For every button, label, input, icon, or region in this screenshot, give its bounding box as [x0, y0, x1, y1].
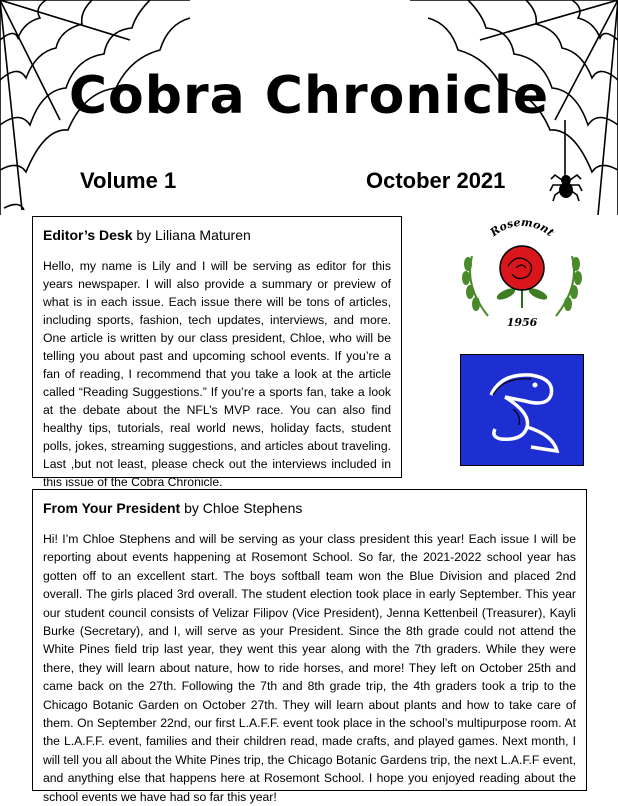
president-title: From Your President [43, 500, 181, 516]
issue-date: October 2021 [366, 168, 506, 193]
masthead [0, 0, 618, 215]
svg-text:Rosemont [487, 216, 557, 240]
editors-desk-heading [43, 227, 391, 243]
rose-logo-year: 1956 [506, 316, 538, 329]
rosemont-rose-logo [458, 216, 586, 338]
president-byline: by Chloe Stephens [184, 500, 303, 516]
cobra-icon [461, 355, 583, 465]
president-article [32, 489, 587, 804]
newspaper-title: Cobra Chronicle [68, 66, 550, 126]
editors-desk-article [32, 216, 402, 489]
president-body: Hi! I’m Chloe Stephens and will be serving as your class president this year! Each issue I will be reporting about events happening at Rosemont School. So far, the 2021-2022 school year has gotten off to an excellent start. The boys softball team won the Blue Division and placed 2nd overall. The girls placed 3rd overall. The student election took place in early September. This year our student council consists of Velizar Filipov (Vice President), Jenna Kettenbeil (Treasurer), Kayli Burke (Secretary), and I, will serve as your President. Since the 8th grade could not attend the White Pines field trip last year, they went this year along with the 7th graders. While they were there, they will learn about nature, how to ride horses, and more! They left on October 25th and came back on the 27th. Following the 7th and 8th grade trip, the 4th graders took a trip to the Chicago Botanic Garden on October 27th. They will learn about plants and how to take care of them. On September 22nd, our first L.A.F.F. event took place in the school’s multipurpose room. At the L.A.F.F. event, families and their children read, made crafts, and played games. Next month, I will tell you all about the White Pines trip, the Chicago Botanic Gardens trip, the next L.A.F.F event, and anything else that happens here at Rosemont School. I hope you enjoyed reading about the school events we have had so far this year! [43, 532, 576, 804]
rose-logo-top-text: Rosemont [487, 216, 557, 240]
editors-desk-byline: by Liliana Maturen [136, 227, 251, 243]
spider-icon [549, 165, 583, 205]
editors-desk-body: Hello, my name is Lily and I will be serving as editor for this years newspaper. I will also provide a summary or preview of what is in each issue. Each issue there will be tons of articles, including sports, fashion, tech updates, interviews, and more. One article is written by our class president, Chloe, who will be telling you about past and upcoming school events. If you’re a fan of reading, I recommend that you take a look at the article called “Reading Suggestions.” If you’re a sports fan, take a look at the debate about the NFL’s MVP race. You can also find healthy tips, tutorials, real world news, holiday facts, student polls, jokes, streaming suggestions, and articles about traveling. Last ,but not least, please check out the interviews included in this issue of the Cobra Chronicle. [43, 259, 391, 489]
volume-label: Volume 1 [80, 168, 177, 193]
editors-desk-title: Editor’s Desk [43, 227, 133, 243]
cobra-logo [460, 354, 584, 466]
president-heading [43, 500, 576, 516]
